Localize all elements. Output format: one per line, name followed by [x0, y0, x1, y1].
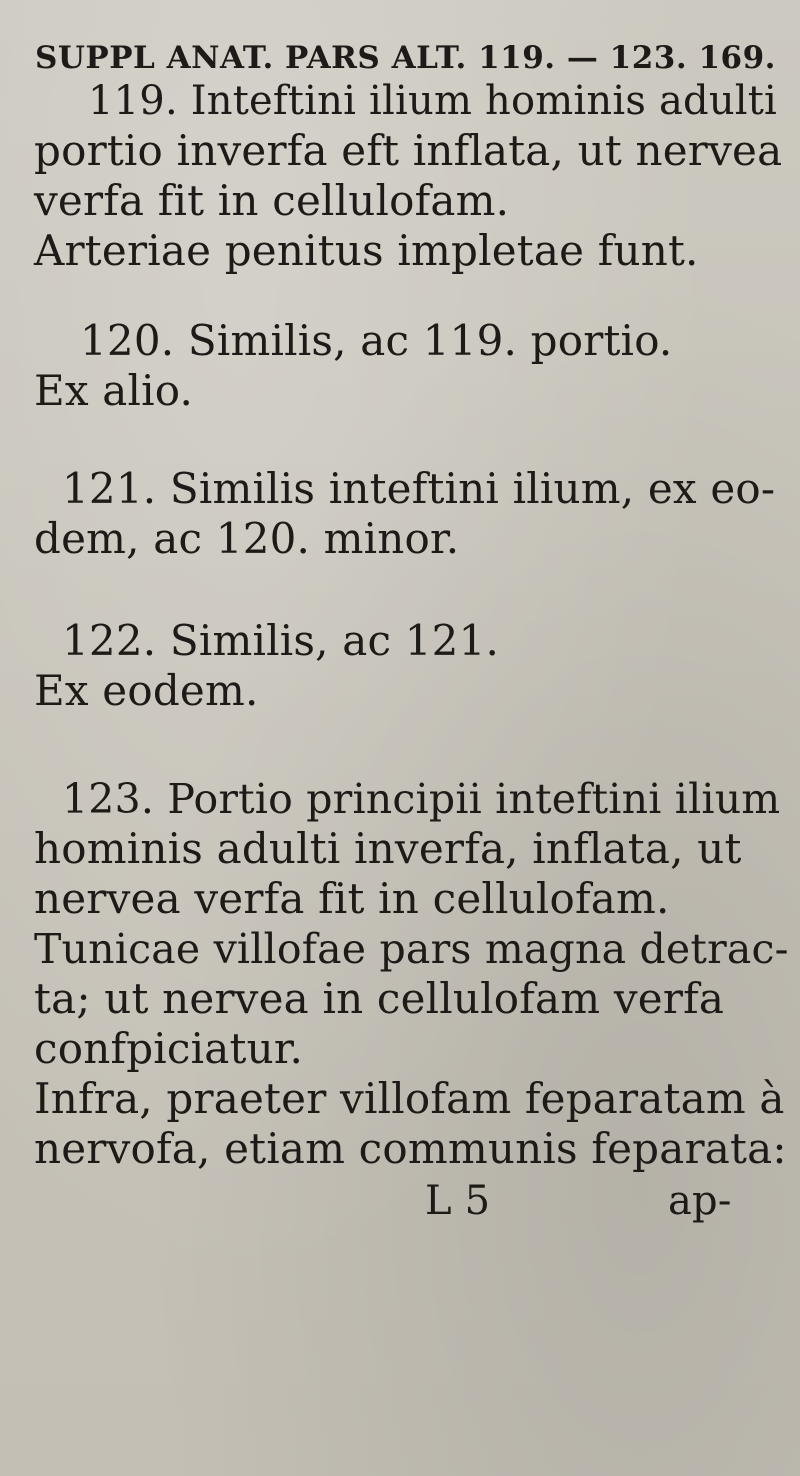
- signature-mark: L 5: [425, 1178, 491, 1224]
- p121-line-2: dem, ac 120. minor.: [34, 514, 460, 563]
- p123-line-8: nervofa, etiam communis feparata:: [34, 1124, 787, 1173]
- p123-line-7: Infra, praeter villofam feparatam à: [34, 1074, 785, 1123]
- p119-line-2: portio inverfa eft inflata, ut nervea: [34, 126, 783, 175]
- p120-line-2: Ex alio.: [34, 366, 194, 415]
- p123-line-1: 123. Portio principii inteftini ilium: [62, 775, 781, 823]
- p122-line-1: 122. Similis, ac 121.: [62, 616, 500, 665]
- p119-line-4: Arteriae penitus impletae funt.: [34, 226, 699, 275]
- p119-line-3: verfa fit in cellulofam.: [34, 176, 510, 225]
- p120-line-1: 120. Similis, ac 119. portio.: [80, 316, 673, 365]
- p123-line-4: Tunicae villofae pars magna detrac-: [34, 925, 789, 973]
- p123-line-6: confpiciatur.: [34, 1024, 304, 1073]
- p122-line-2: Ex eodem.: [34, 666, 259, 715]
- catchword: ap-: [668, 1178, 732, 1224]
- p123-line-3: nervea verfa fit in cellulofam.: [34, 874, 670, 923]
- p123-line-2: hominis adulti inverfa, inflata, ut: [34, 824, 742, 873]
- running-head: SUPPL ANAT. PARS ALT. 119. — 123. 169.: [35, 40, 776, 76]
- p119-line-1: 119. Inteftini ilium hominis adulti: [88, 78, 778, 124]
- p121-line-1: 121. Similis inteftini ilium, ex eo-: [62, 464, 776, 513]
- p123-line-5: ta; ut nervea in cellulofam verfa: [34, 974, 725, 1023]
